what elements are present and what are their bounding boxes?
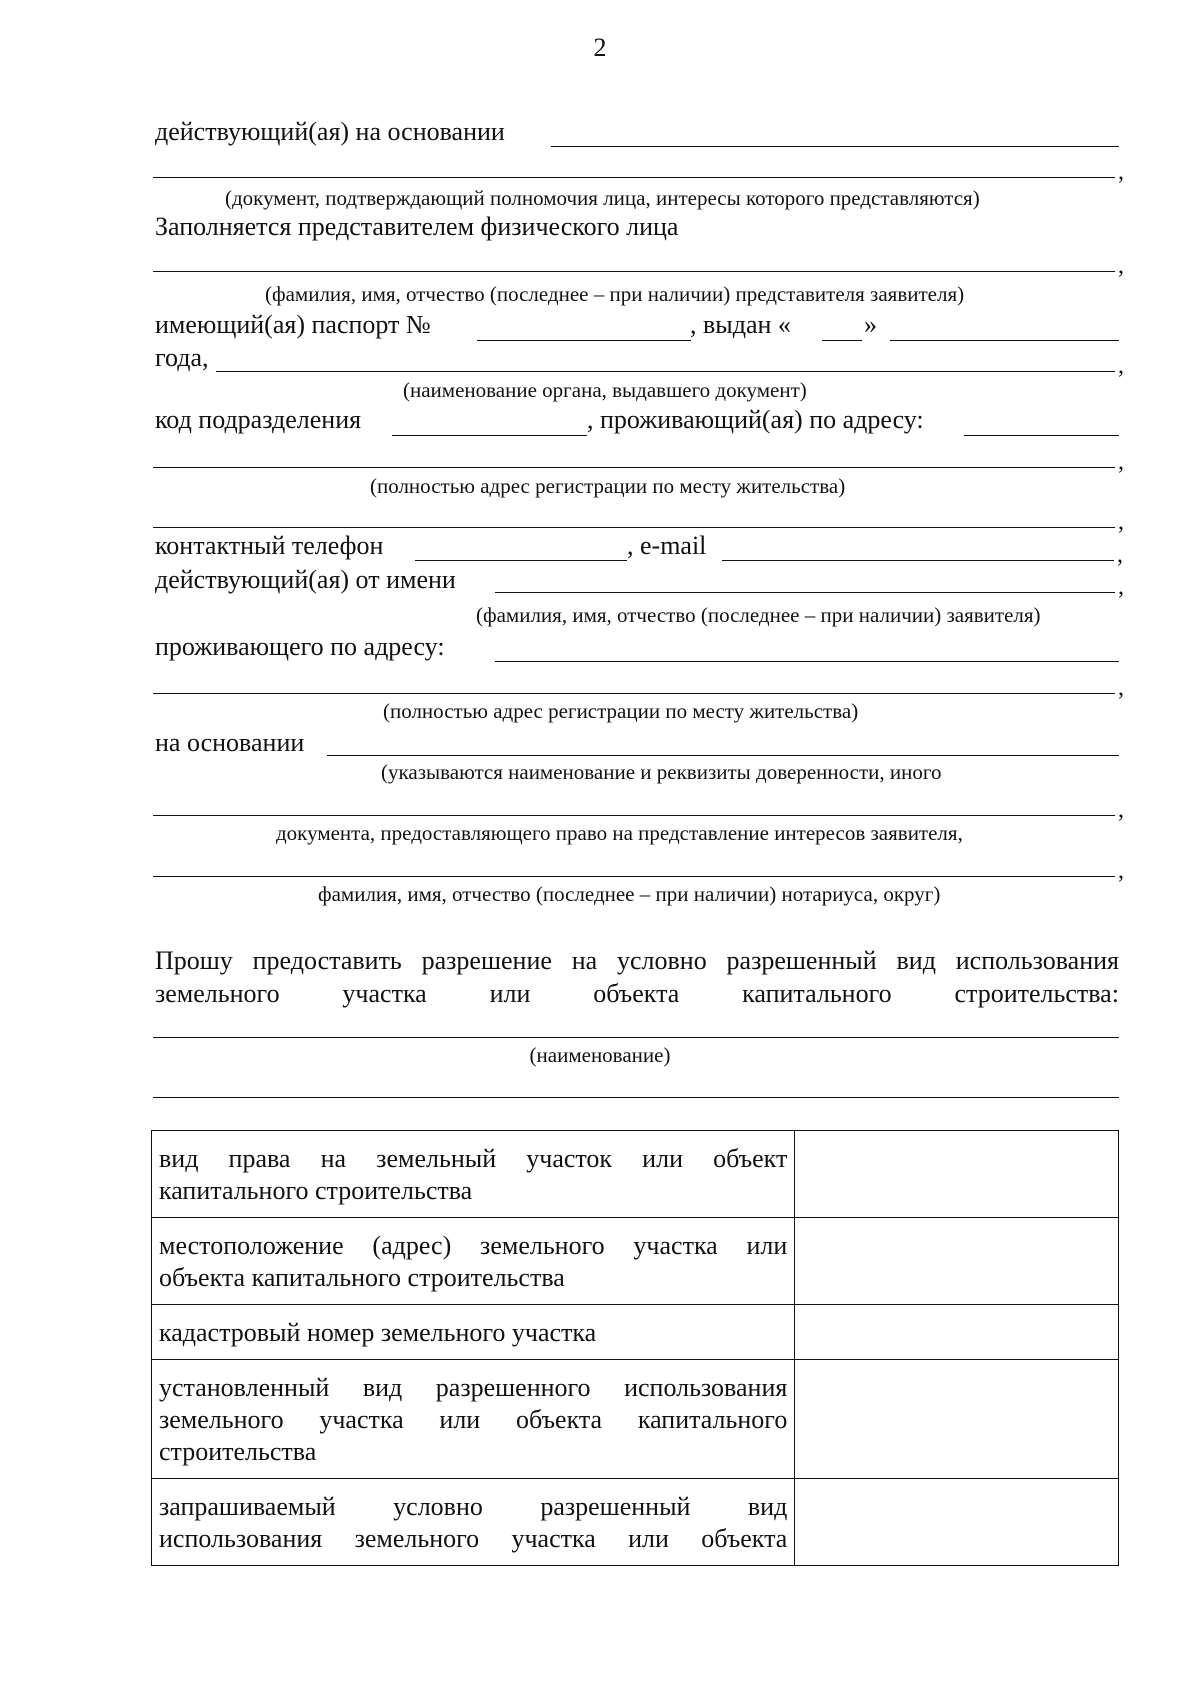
basis-document-field[interactable] [551,146,1119,147]
issue-month-field[interactable] [890,340,1119,341]
power-of-attorney-field-2[interactable] [153,815,1115,816]
department-code-label: код подразделения [155,405,362,434]
property-table [151,1130,1119,1566]
issuer-caption: (наименование органа, выдавшего документ) [403,378,807,402]
applicant-name-field[interactable] [495,592,1115,593]
residence-address-field-3[interactable] [153,527,1115,528]
issue-day-field[interactable] [822,340,862,341]
row-value-location[interactable] [795,1218,1119,1305]
request-line-1: Прошу предоставить разрешение на условно разрешенный вид использования [155,946,1119,975]
page-number: 2 [593,33,607,62]
department-code-field[interactable] [392,435,587,436]
representative-name-caption: (фамилия, имя, отчество (последнее – при наличии) представителя заявителя) [265,282,965,306]
name-caption: (наименование) [529,1043,671,1067]
request-line-2 [155,979,1119,1009]
row-value-established-use[interactable] [795,1360,1119,1479]
comma: , [1118,858,1124,884]
object-name-field[interactable] [153,1037,1119,1038]
table-row [152,1479,1119,1566]
comma: , [1118,574,1124,600]
object-name-field-2[interactable] [153,1097,1119,1098]
row-label-requested-use: запрашиваемый условно разрешенный вид использования земельного участка или объекта [152,1479,795,1566]
email-field[interactable] [722,560,1114,561]
passport-number-field[interactable] [477,340,691,341]
email-label: , e-mail [627,531,707,560]
passport-label: имеющий(ая) паспорт № [155,310,431,339]
request-word: капитального [742,979,892,1008]
comma: , [1118,509,1124,535]
table-row [152,1218,1119,1305]
comma: , [1118,675,1124,701]
issued-label: , выдан « [690,310,791,339]
year-label: года, [155,343,209,372]
comma: , [1118,253,1124,279]
request-word: или [489,979,531,1008]
residence-address-field[interactable] [964,435,1119,436]
table-row [152,1360,1119,1479]
row-value-right-type[interactable] [795,1131,1119,1218]
applicant-address-field-2[interactable] [153,693,1115,694]
row-value-cadastral-number[interactable] [795,1305,1119,1360]
request-word: участка [342,979,427,1008]
power-of-attorney-field[interactable] [327,755,1119,756]
representative-name-field[interactable] [153,271,1115,272]
applicant-name-caption: (фамилия, имя, отчество (последнее – при наличии) заявителя) [476,603,1041,627]
phone-field[interactable] [415,560,627,561]
request-word: объекта [593,979,680,1008]
comma: , [1118,353,1124,379]
representative-heading: Заполняется представителем физического лица [155,212,679,241]
basis-document-field-2[interactable] [153,177,1115,178]
row-label-right-type: вид права на земельный участок или объект капитального строительства [152,1131,795,1218]
poa-caption-3: фамилия, имя, отчество (последнее – при наличии) нотариуса, округ) [318,882,941,906]
registration-address-caption-2: (полностью адрес регистрации по месту жительства) [383,699,859,723]
applicant-address-field[interactable] [495,661,1119,662]
table-row [152,1305,1119,1360]
row-value-requested-use[interactable] [795,1479,1119,1566]
residing-label: , проживающий(ая) по адресу: [587,405,924,434]
table-row [152,1131,1119,1218]
residence-address-field-2[interactable] [153,467,1115,468]
acting-on-behalf-label: действующий(ая) от имени [155,565,456,594]
phone-label: контактный телефон [155,531,384,560]
comma: , [1118,159,1124,185]
row-label-established-use: установленный вид разрешенного использования земельного участка или объекта капитального строительства [152,1360,795,1479]
row-label-cadastral-number: кадастровый номер земельного участка [152,1305,795,1360]
applicant-residing-label: проживающего по адресу: [155,632,445,661]
request-word: земельного [155,979,280,1008]
comma: , [1118,797,1124,823]
poa-caption-1: (указываются наименование и реквизиты доверенности, иного [381,760,942,784]
power-of-attorney-field-3[interactable] [153,876,1115,877]
comma: , [1117,542,1123,568]
request-word: строительства: [954,979,1119,1008]
on-basis-label: на основании [155,728,305,757]
poa-caption-2: документа, предоставляющего право на представление интересов заявителя, [276,821,963,845]
document-caption: (документ, подтверждающий полномочия лица, интересы которого представляются) [225,186,980,210]
registration-address-caption: (полностью адрес регистрации по месту жительства) [370,474,846,498]
acting-basis-label: действующий(ая) на основании [155,117,505,146]
issuing-authority-field[interactable] [216,371,1115,372]
comma: , [1118,449,1124,475]
row-label-location: местоположение (адрес) земельного участка или объекта капитального строительства [152,1218,795,1305]
quote-close: » [864,310,877,339]
